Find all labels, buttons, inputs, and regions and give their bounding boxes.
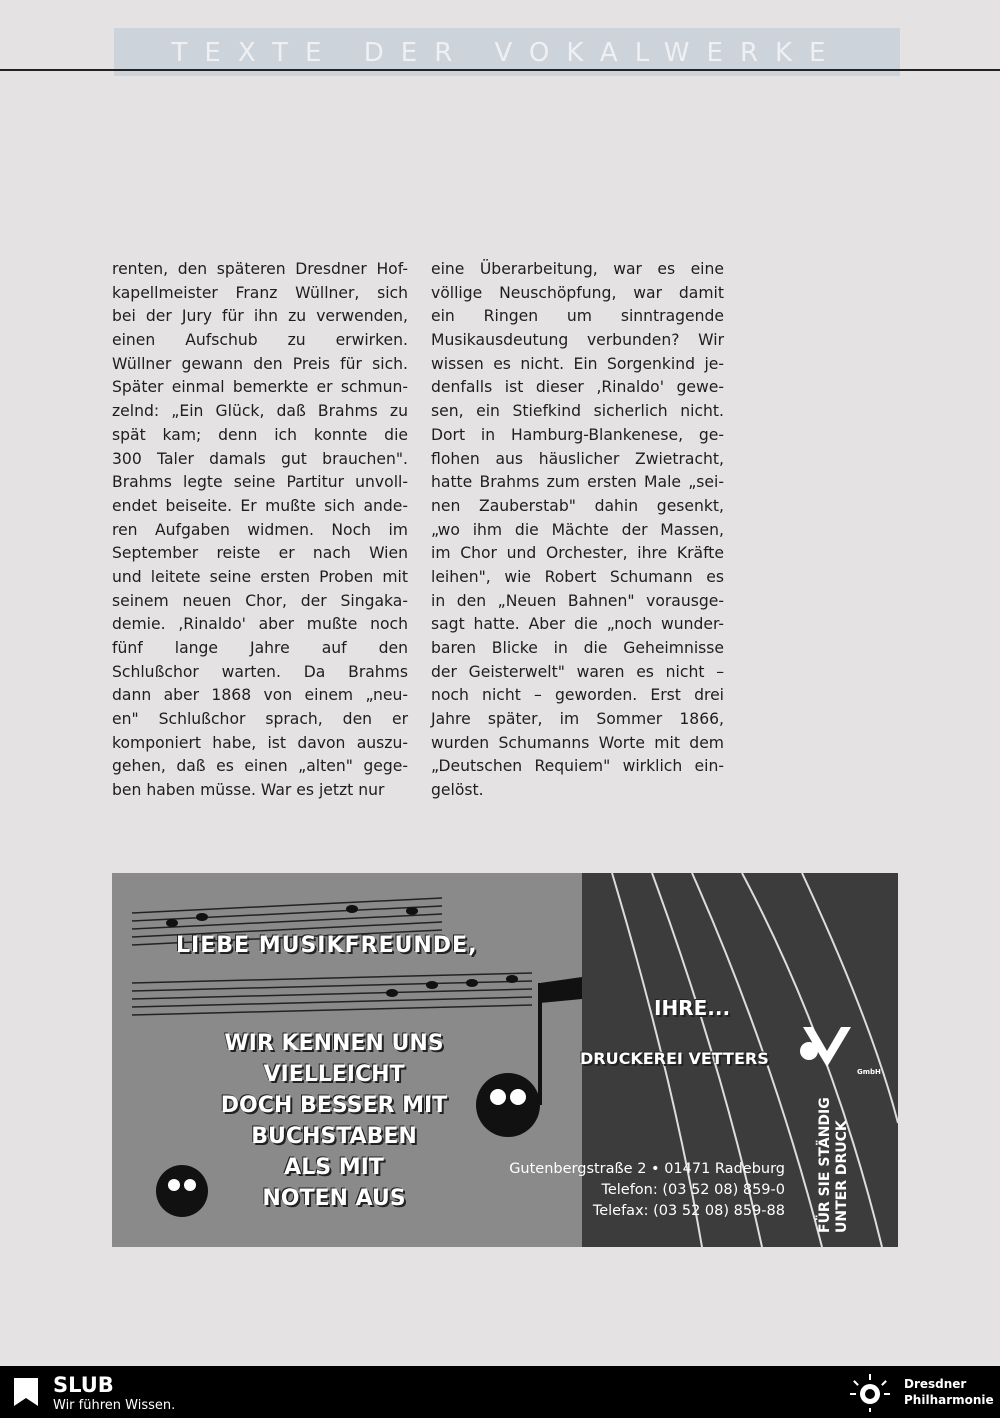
- text-line: noch nicht – geworden. Erst drei: [431, 686, 724, 705]
- note-character-right: [476, 977, 582, 1137]
- philharmonie-name[interactable]: [904, 1376, 994, 1408]
- text-line: spät kam; denn ich konnte die: [112, 425, 408, 444]
- text-line: bei der Jury für ihn zu verwenden,: [112, 307, 408, 326]
- text-line: sagt hatte. Aber die „noch wunder-: [431, 615, 724, 634]
- printer-advertisement: [112, 873, 898, 1247]
- text-line: einen Aufschub zu erwirken.: [112, 331, 408, 350]
- ad-body-line: BUCHSTABEN: [251, 1124, 417, 1149]
- text-line: ein Ringen um sinntragende: [431, 307, 724, 326]
- philharmonie-name-line2: Philharmonie: [904, 1393, 994, 1407]
- slub-logo-icon[interactable]: [12, 1376, 40, 1408]
- text-line: dann aber 1868 von einem „neu-: [112, 686, 408, 705]
- text-line: flohen aus häuslicher Zwietracht,: [431, 449, 724, 468]
- ad-tagline-line2: UNTER DRUCK: [834, 1120, 850, 1233]
- text-line: nen Zauberstab" dahin gesenkt,: [431, 496, 724, 515]
- ad-contact: [509, 1159, 785, 1222]
- text-column-left: [112, 258, 408, 803]
- text-line: renten, den späteren Dresdner Hof-: [112, 260, 408, 278]
- text-line: Jahre später, im Sommer 1866,: [431, 710, 724, 729]
- philharmonie-name-line1: Dresdner: [904, 1377, 967, 1391]
- ad-fax: Telefax: (03 52 08) 859-88: [592, 1203, 785, 1219]
- note-character-left: [156, 1165, 208, 1217]
- text-line: im Chor und Orchester, ihre Kräfte: [431, 544, 724, 563]
- ad-phone: Telefon: (03 52 08) 859-0: [601, 1182, 785, 1198]
- text-line: seinem neuen Chor, der Singaka-: [112, 591, 408, 610]
- ad-body-line: WIR KENNEN UNS: [224, 1031, 444, 1056]
- ad-printer-name: DRUCKEREI VETTERS: [580, 1049, 769, 1068]
- ad-ihre: IHRE...: [654, 996, 731, 1020]
- text-line: en" Schlußchor sprach, den er: [112, 710, 408, 729]
- text-line: Dort in Hamburg-Blankenese, ge-: [431, 425, 724, 444]
- text-line: ben haben müsse. War es jetzt nur: [112, 781, 385, 800]
- text-column-right: [431, 258, 724, 803]
- ad-body-line: VIELLEICHT: [263, 1062, 405, 1087]
- text-line: hatte Brahms zum ersten Male „sei-: [431, 473, 724, 492]
- text-line: „wo ihm die Mächte der Massen,: [431, 520, 724, 539]
- text-line: „Deutschen Requiem" wirklich ein-: [431, 757, 724, 776]
- ad-address: Gutenbergstraße 2 • 01471 Radeburg: [509, 1161, 785, 1177]
- viewer-footer: [0, 1366, 1000, 1418]
- ad-gmbh: GmbH: [857, 1068, 881, 1076]
- slub-name[interactable]: SLUB: [53, 1373, 114, 1397]
- text-line: völlige Neuschöpfung, war damit: [431, 283, 724, 302]
- text-line: Schlußchor warten. Da Brahms: [112, 662, 408, 681]
- text-line: September reiste er nach Wien: [112, 544, 408, 563]
- text-line: baren Blicke in die Geheimnisse: [431, 639, 724, 657]
- text-line: Wüllner gewann den Preis für sich.: [112, 354, 408, 373]
- ad-tagline-line1: FÜR SIE STÄNDIG: [817, 1097, 833, 1233]
- ad-body-text: [204, 1028, 464, 1214]
- text-line: eine Überarbeitung, war es eine: [431, 260, 724, 278]
- text-line: gelöst.: [431, 781, 484, 800]
- vetters-logo-icon: [797, 1023, 857, 1071]
- slub-slogan: Wir führen Wissen.: [53, 1398, 176, 1413]
- text-line: und leitete seine ersten Proben mit: [112, 567, 408, 586]
- section-header-title: TEXTE DER VOKALWERKE: [171, 38, 843, 68]
- text-line: ren Aufgaben widmen. Noch im: [112, 520, 408, 539]
- ad-body-line: ALS MIT: [284, 1155, 384, 1180]
- text-line: sen, ein Stiefkind sicherlich nicht.: [431, 402, 724, 421]
- text-line: Brahms legte seine Partitur unvoll-: [112, 473, 408, 492]
- text-line: kapellmeister Franz Wüllner, sich: [112, 283, 408, 302]
- text-line: gehen, daß es einen „alten" gege-: [112, 757, 408, 776]
- ad-body-line: DOCH BESSER MIT: [220, 1093, 448, 1118]
- text-line: 300 Taler damals gut brauchen".: [112, 449, 408, 468]
- text-line: endet beiseite. Er mußte sich ande-: [112, 496, 408, 515]
- text-line: zelnd: „Ein Glück, daß Brahms zu: [112, 402, 408, 421]
- text-line: wurden Schumanns Worte mit dem: [431, 733, 724, 752]
- text-line: fünf lange Jahre auf den: [112, 639, 408, 657]
- philharmonie-logo-icon[interactable]: [842, 1372, 898, 1412]
- text-line: Musikausdeutung verbunden? Wir: [431, 331, 724, 350]
- text-line: leihen", wie Robert Schumann es: [431, 567, 724, 586]
- text-line: in den „Neuen Bahnen" vorausge-: [431, 591, 724, 610]
- ad-headline: LIEBE MUSIKFREUNDE,: [176, 933, 478, 958]
- text-line: denfalls ist dieser ‚Rinaldo' gewe-: [431, 378, 724, 397]
- ad-tagline: [817, 1097, 851, 1233]
- text-line: demie. ‚Rinaldo' aber mußte noch: [112, 615, 408, 634]
- text-line: wissen es nicht. Ein Sorgenkind je-: [431, 354, 724, 373]
- text-line: der Geisterwelt" waren es nicht –: [431, 662, 724, 681]
- text-line: Später einmal bemerkte er schmun-: [112, 378, 408, 397]
- ad-body-line: NOTEN AUS: [262, 1186, 406, 1211]
- text-line: komponiert habe, ist davon auszu-: [112, 733, 408, 752]
- header-rule: [0, 69, 1000, 71]
